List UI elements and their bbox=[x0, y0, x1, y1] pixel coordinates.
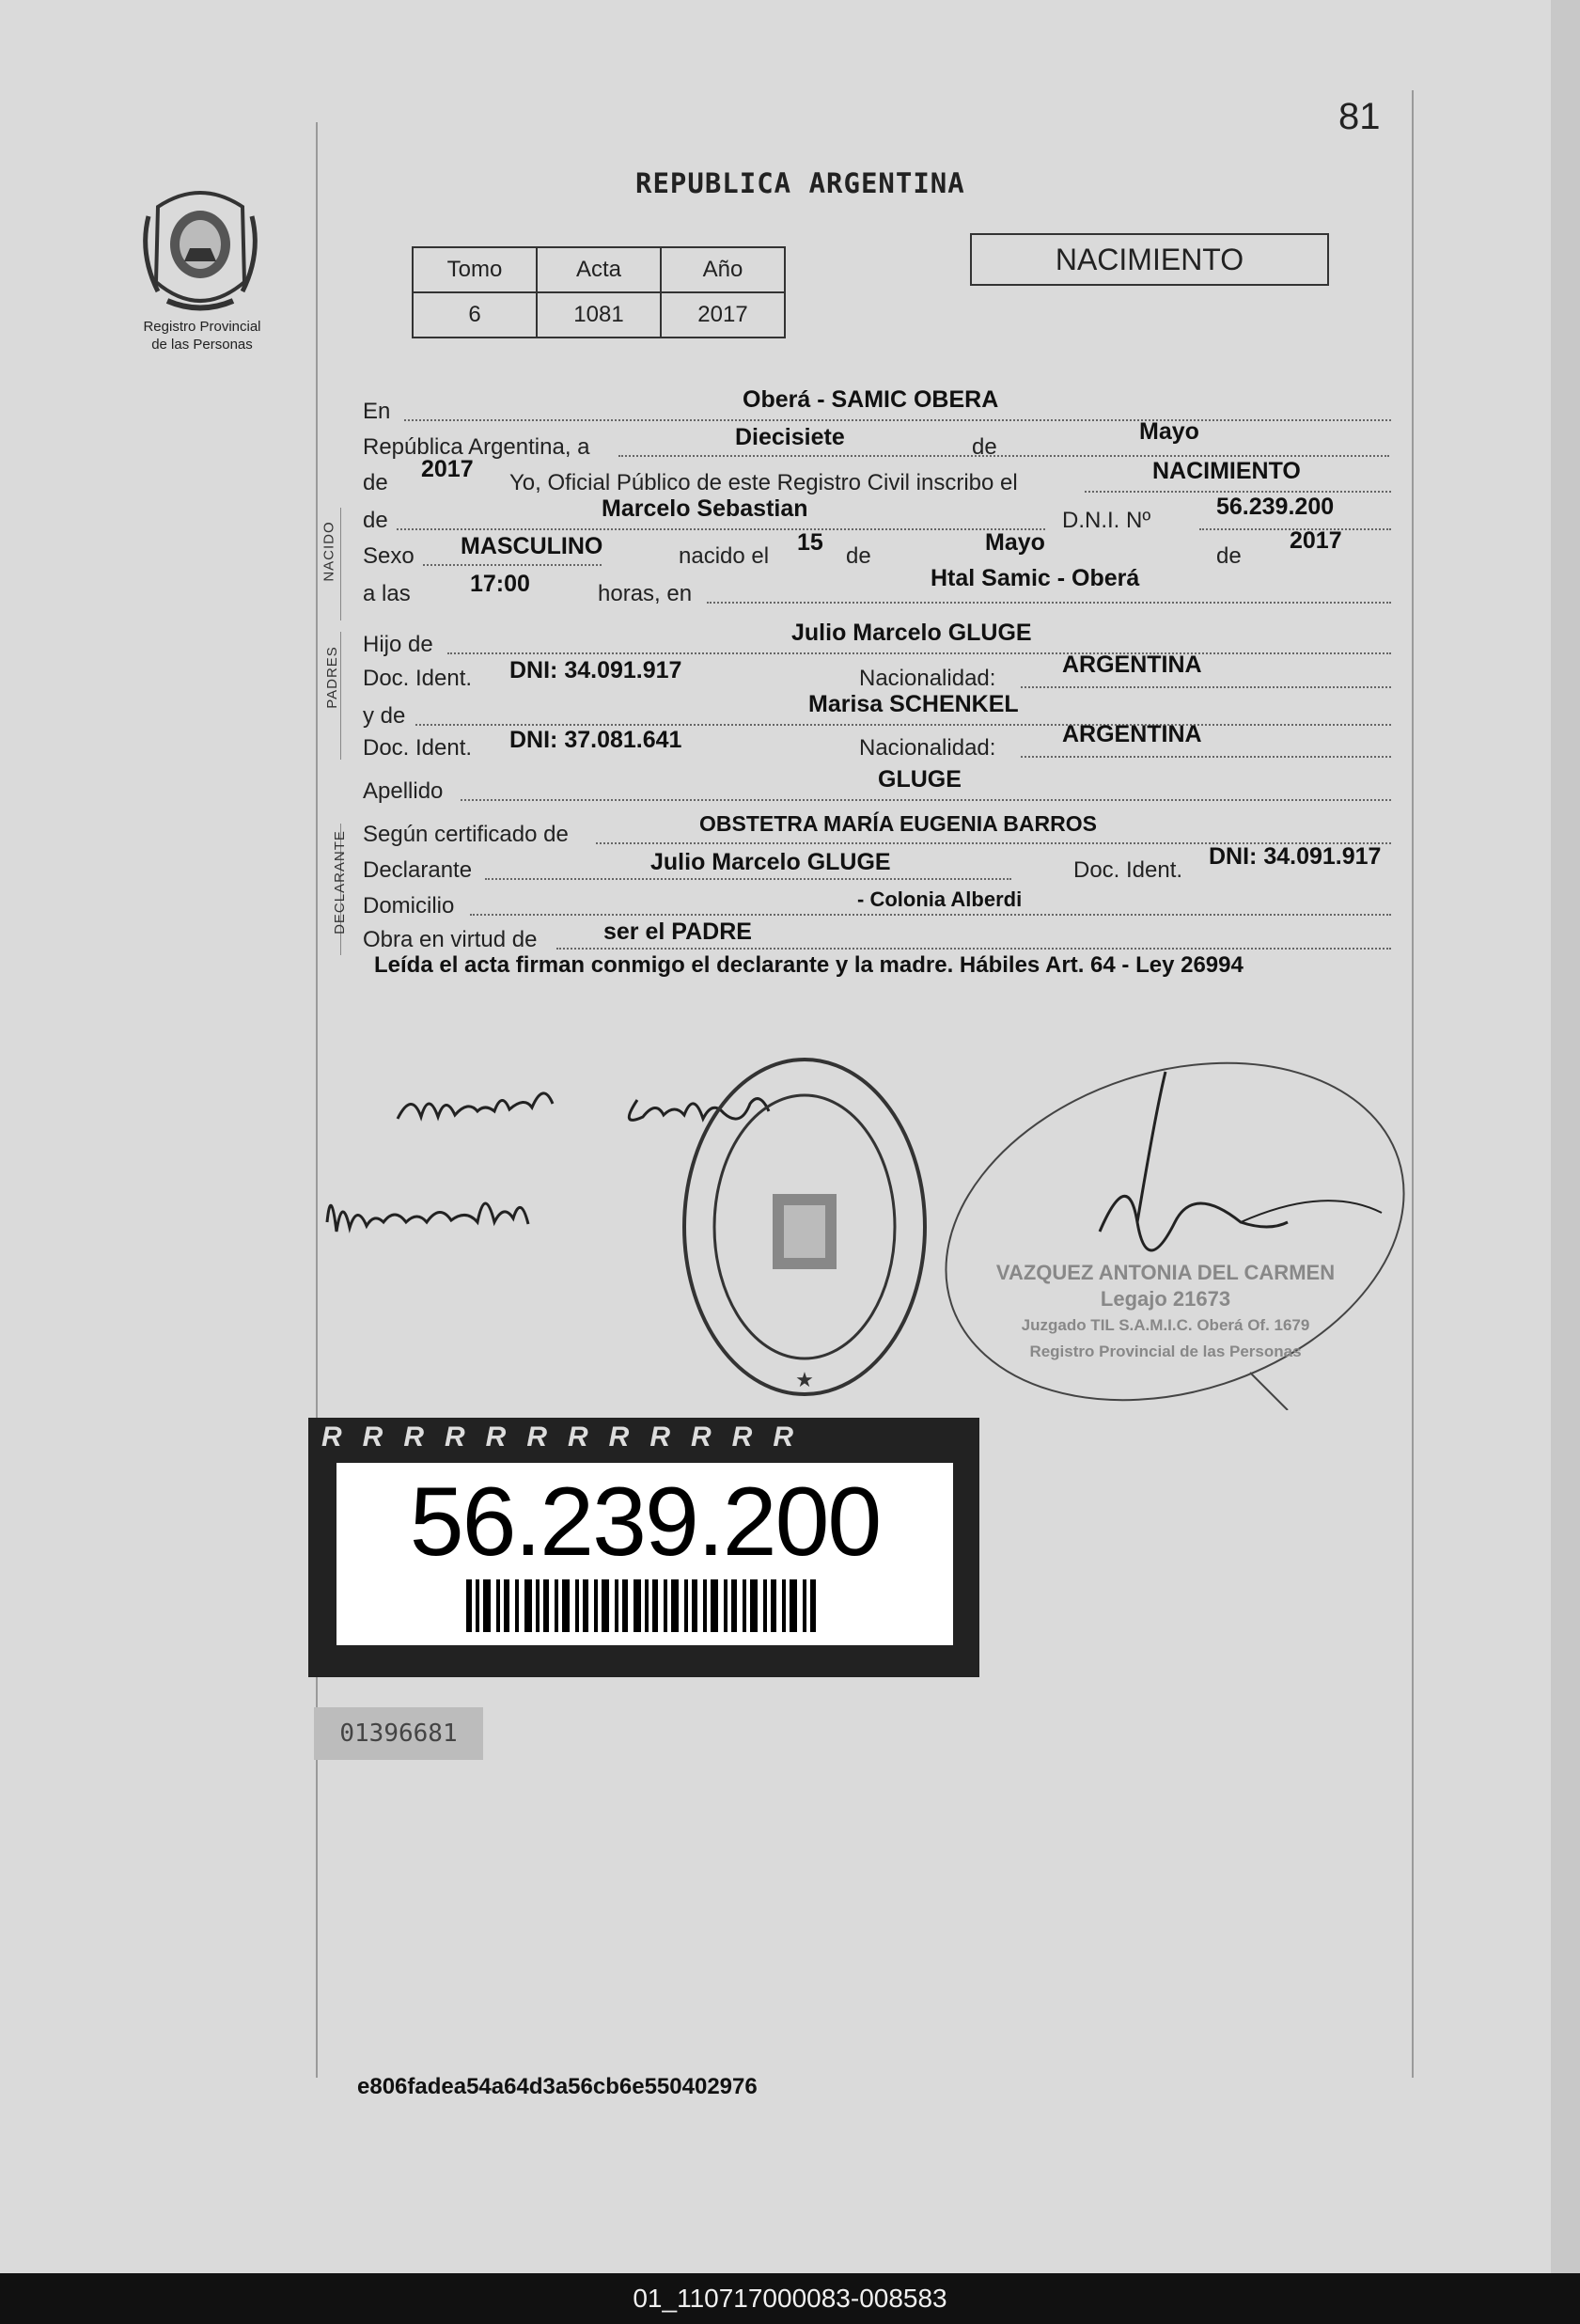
dotted-line bbox=[423, 564, 602, 566]
act-type-box: NACIMIENTO bbox=[970, 233, 1329, 286]
closing-note: Leída el acta firman conmigo el declarante y la madre. Hábiles Art. 64 - Ley 26994 bbox=[374, 952, 1244, 978]
value-lugar: Oberá - SAMIC OBERA bbox=[743, 386, 999, 413]
label-de: de bbox=[363, 470, 388, 495]
form-row-padre-doc bbox=[363, 652, 1391, 694]
mother-signature bbox=[320, 1166, 564, 1250]
table-header: Tomo bbox=[413, 247, 537, 292]
form-row-lugar bbox=[363, 386, 1391, 427]
label-de-name: de bbox=[363, 508, 388, 533]
label-hijo-de: Hijo de bbox=[363, 632, 433, 657]
section-divider bbox=[340, 632, 341, 760]
value-padre-nac: ARGENTINA bbox=[1062, 652, 1202, 678]
value-padre: Julio Marcelo GLUGE bbox=[791, 620, 1032, 646]
form-row-padre bbox=[363, 622, 1391, 660]
value-nac-mes: Mayo bbox=[985, 529, 1045, 556]
form-row-domicilio bbox=[363, 884, 1391, 921]
value-dni: 56.239.200 bbox=[1216, 494, 1335, 520]
security-strip: RRRRRRRRRRRR bbox=[321, 1421, 814, 1452]
label-horas-en: horas, en bbox=[598, 581, 693, 606]
form-row-sexo bbox=[363, 527, 1391, 572]
dotted-line bbox=[1085, 491, 1391, 493]
label-domicilio: Domicilio bbox=[363, 893, 455, 919]
form-row-declarante bbox=[363, 843, 1391, 886]
value-acto: NACIMIENTO bbox=[1152, 458, 1301, 484]
file-id-bar: 01_110717000083-008583 bbox=[0, 2273, 1580, 2324]
dotted-line bbox=[485, 878, 1011, 880]
form-row-hora bbox=[363, 565, 1391, 609]
table-cell: 1081 bbox=[537, 292, 661, 338]
form-row-apellido bbox=[363, 766, 1391, 807]
form-row-nombre bbox=[363, 494, 1391, 536]
dotted-line bbox=[404, 419, 1391, 421]
label-de2: de bbox=[846, 543, 871, 569]
section-nacido: NACIDO bbox=[321, 521, 337, 582]
label-doc-ident: Doc. Ident. bbox=[363, 735, 473, 761]
label-yo: Yo, Oficial Público de este Registro Civil inscribo el bbox=[509, 470, 1018, 495]
form-row-acto bbox=[363, 456, 1391, 498]
barcode-label bbox=[308, 1418, 979, 1677]
label-dni: D.N.I. Nº bbox=[1062, 508, 1151, 533]
label-a-las: a las bbox=[363, 581, 411, 606]
officer-registro: Registro Provincial de las Personas bbox=[1029, 1343, 1302, 1360]
value-padre-doc: DNI: 34.091.917 bbox=[509, 657, 682, 683]
document-hash: e806fadea54a64d3a56cb6e550402976 bbox=[357, 2074, 758, 2099]
value-mes: Mayo bbox=[1139, 418, 1199, 445]
label-en: En bbox=[363, 399, 391, 424]
svg-text:★: ★ bbox=[795, 1369, 814, 1392]
label-doc-ident: Doc. Ident. bbox=[1073, 857, 1183, 883]
dotted-line bbox=[447, 652, 1391, 654]
value-madre-nac: ARGENTINA bbox=[1062, 721, 1202, 747]
province-emblem-logo bbox=[139, 179, 261, 320]
document-title: REPUBLICA ARGENTINA bbox=[635, 167, 965, 199]
serial-number: 01396681 bbox=[314, 1707, 483, 1760]
label-sexo: Sexo bbox=[363, 543, 415, 569]
dotted-line bbox=[1021, 756, 1391, 758]
label-de3: de bbox=[1216, 543, 1242, 569]
officer-stamp bbox=[987, 1260, 1344, 1365]
label-de-month: de bbox=[972, 434, 997, 460]
value-obra: ser el PADRE bbox=[603, 919, 752, 945]
table-header: Acta bbox=[537, 247, 661, 292]
value-certificado: OBSTETRA MARÍA EUGENIA BARROS bbox=[699, 811, 1097, 836]
label-doc-ident: Doc. Ident. bbox=[363, 666, 473, 691]
dotted-line bbox=[470, 914, 1391, 916]
registry-round-stamp bbox=[679, 1053, 931, 1401]
barcode-bars bbox=[466, 1579, 823, 1632]
label-nacido: nacido el bbox=[679, 543, 770, 569]
page-edge bbox=[1551, 0, 1580, 2273]
label-nacionalidad: Nacionalidad: bbox=[859, 666, 996, 691]
value-madre: Marisa SCHENKEL bbox=[808, 691, 1019, 717]
officer-juzgado: Juzgado TIL S.A.M.I.C. Oberá Of. 1679 bbox=[1021, 1316, 1310, 1334]
left-margin-line bbox=[316, 122, 318, 2078]
value-nac-dia: 15 bbox=[797, 529, 823, 556]
table-cell: 2017 bbox=[661, 292, 785, 338]
dotted-line bbox=[1021, 686, 1391, 688]
register-table bbox=[412, 246, 786, 338]
table-cell: 6 bbox=[413, 292, 537, 338]
label-declarante: Declarante bbox=[363, 857, 473, 883]
section-divider bbox=[340, 508, 341, 620]
value-lugar-nac: Htal Samic - Oberá bbox=[931, 565, 1140, 591]
table-header: Año bbox=[661, 247, 785, 292]
value-anio: 2017 bbox=[421, 456, 474, 482]
label-nacionalidad: Nacionalidad: bbox=[859, 735, 996, 761]
logo-caption-line1: Registro Provincial bbox=[143, 319, 261, 335]
officer-legajo: Legajo 21673 bbox=[1100, 1287, 1231, 1311]
barcode-panel bbox=[336, 1463, 953, 1645]
dotted-line bbox=[461, 799, 1391, 801]
dotted-line bbox=[397, 528, 1045, 530]
value-dia: Diecisiete bbox=[735, 424, 845, 450]
value-madre-doc: DNI: 37.081.641 bbox=[509, 727, 682, 753]
logo-caption-line2: de las Personas bbox=[151, 337, 253, 353]
label-segun: Según certificado de bbox=[363, 822, 569, 847]
value-nac-anio: 2017 bbox=[1290, 527, 1342, 554]
value-hora: 17:00 bbox=[470, 571, 530, 597]
dotted-line bbox=[618, 455, 1389, 457]
label-republica: República Argentina, a bbox=[363, 434, 590, 460]
label-apellido: Apellido bbox=[363, 778, 444, 804]
page-number: 81 bbox=[1338, 96, 1381, 137]
value-nombre: Marcelo Sebastian bbox=[602, 495, 808, 522]
section-padres: PADRES bbox=[323, 646, 340, 709]
logo-caption bbox=[122, 318, 282, 353]
form-row-madre-doc bbox=[363, 721, 1391, 763]
form-row-fecha bbox=[363, 418, 1391, 463]
dotted-line bbox=[707, 602, 1391, 604]
value-declarante-doc: DNI: 34.091.917 bbox=[1209, 843, 1382, 870]
value-domicilio: - Colonia Alberdi bbox=[857, 887, 1023, 911]
barcode-number: 56.239.200 bbox=[409, 1468, 881, 1577]
value-apellido: GLUGE bbox=[878, 766, 962, 793]
value-sexo: MASCULINO bbox=[461, 533, 603, 559]
value-declarante: Julio Marcelo GLUGE bbox=[650, 849, 891, 875]
label-obra: Obra en virtud de bbox=[363, 927, 538, 952]
label-y-de: y de bbox=[363, 703, 406, 729]
officer-name: VAZQUEZ ANTONIA DEL CARMEN bbox=[995, 1261, 1336, 1284]
section-declarante: DECLARANTE bbox=[331, 830, 348, 934]
